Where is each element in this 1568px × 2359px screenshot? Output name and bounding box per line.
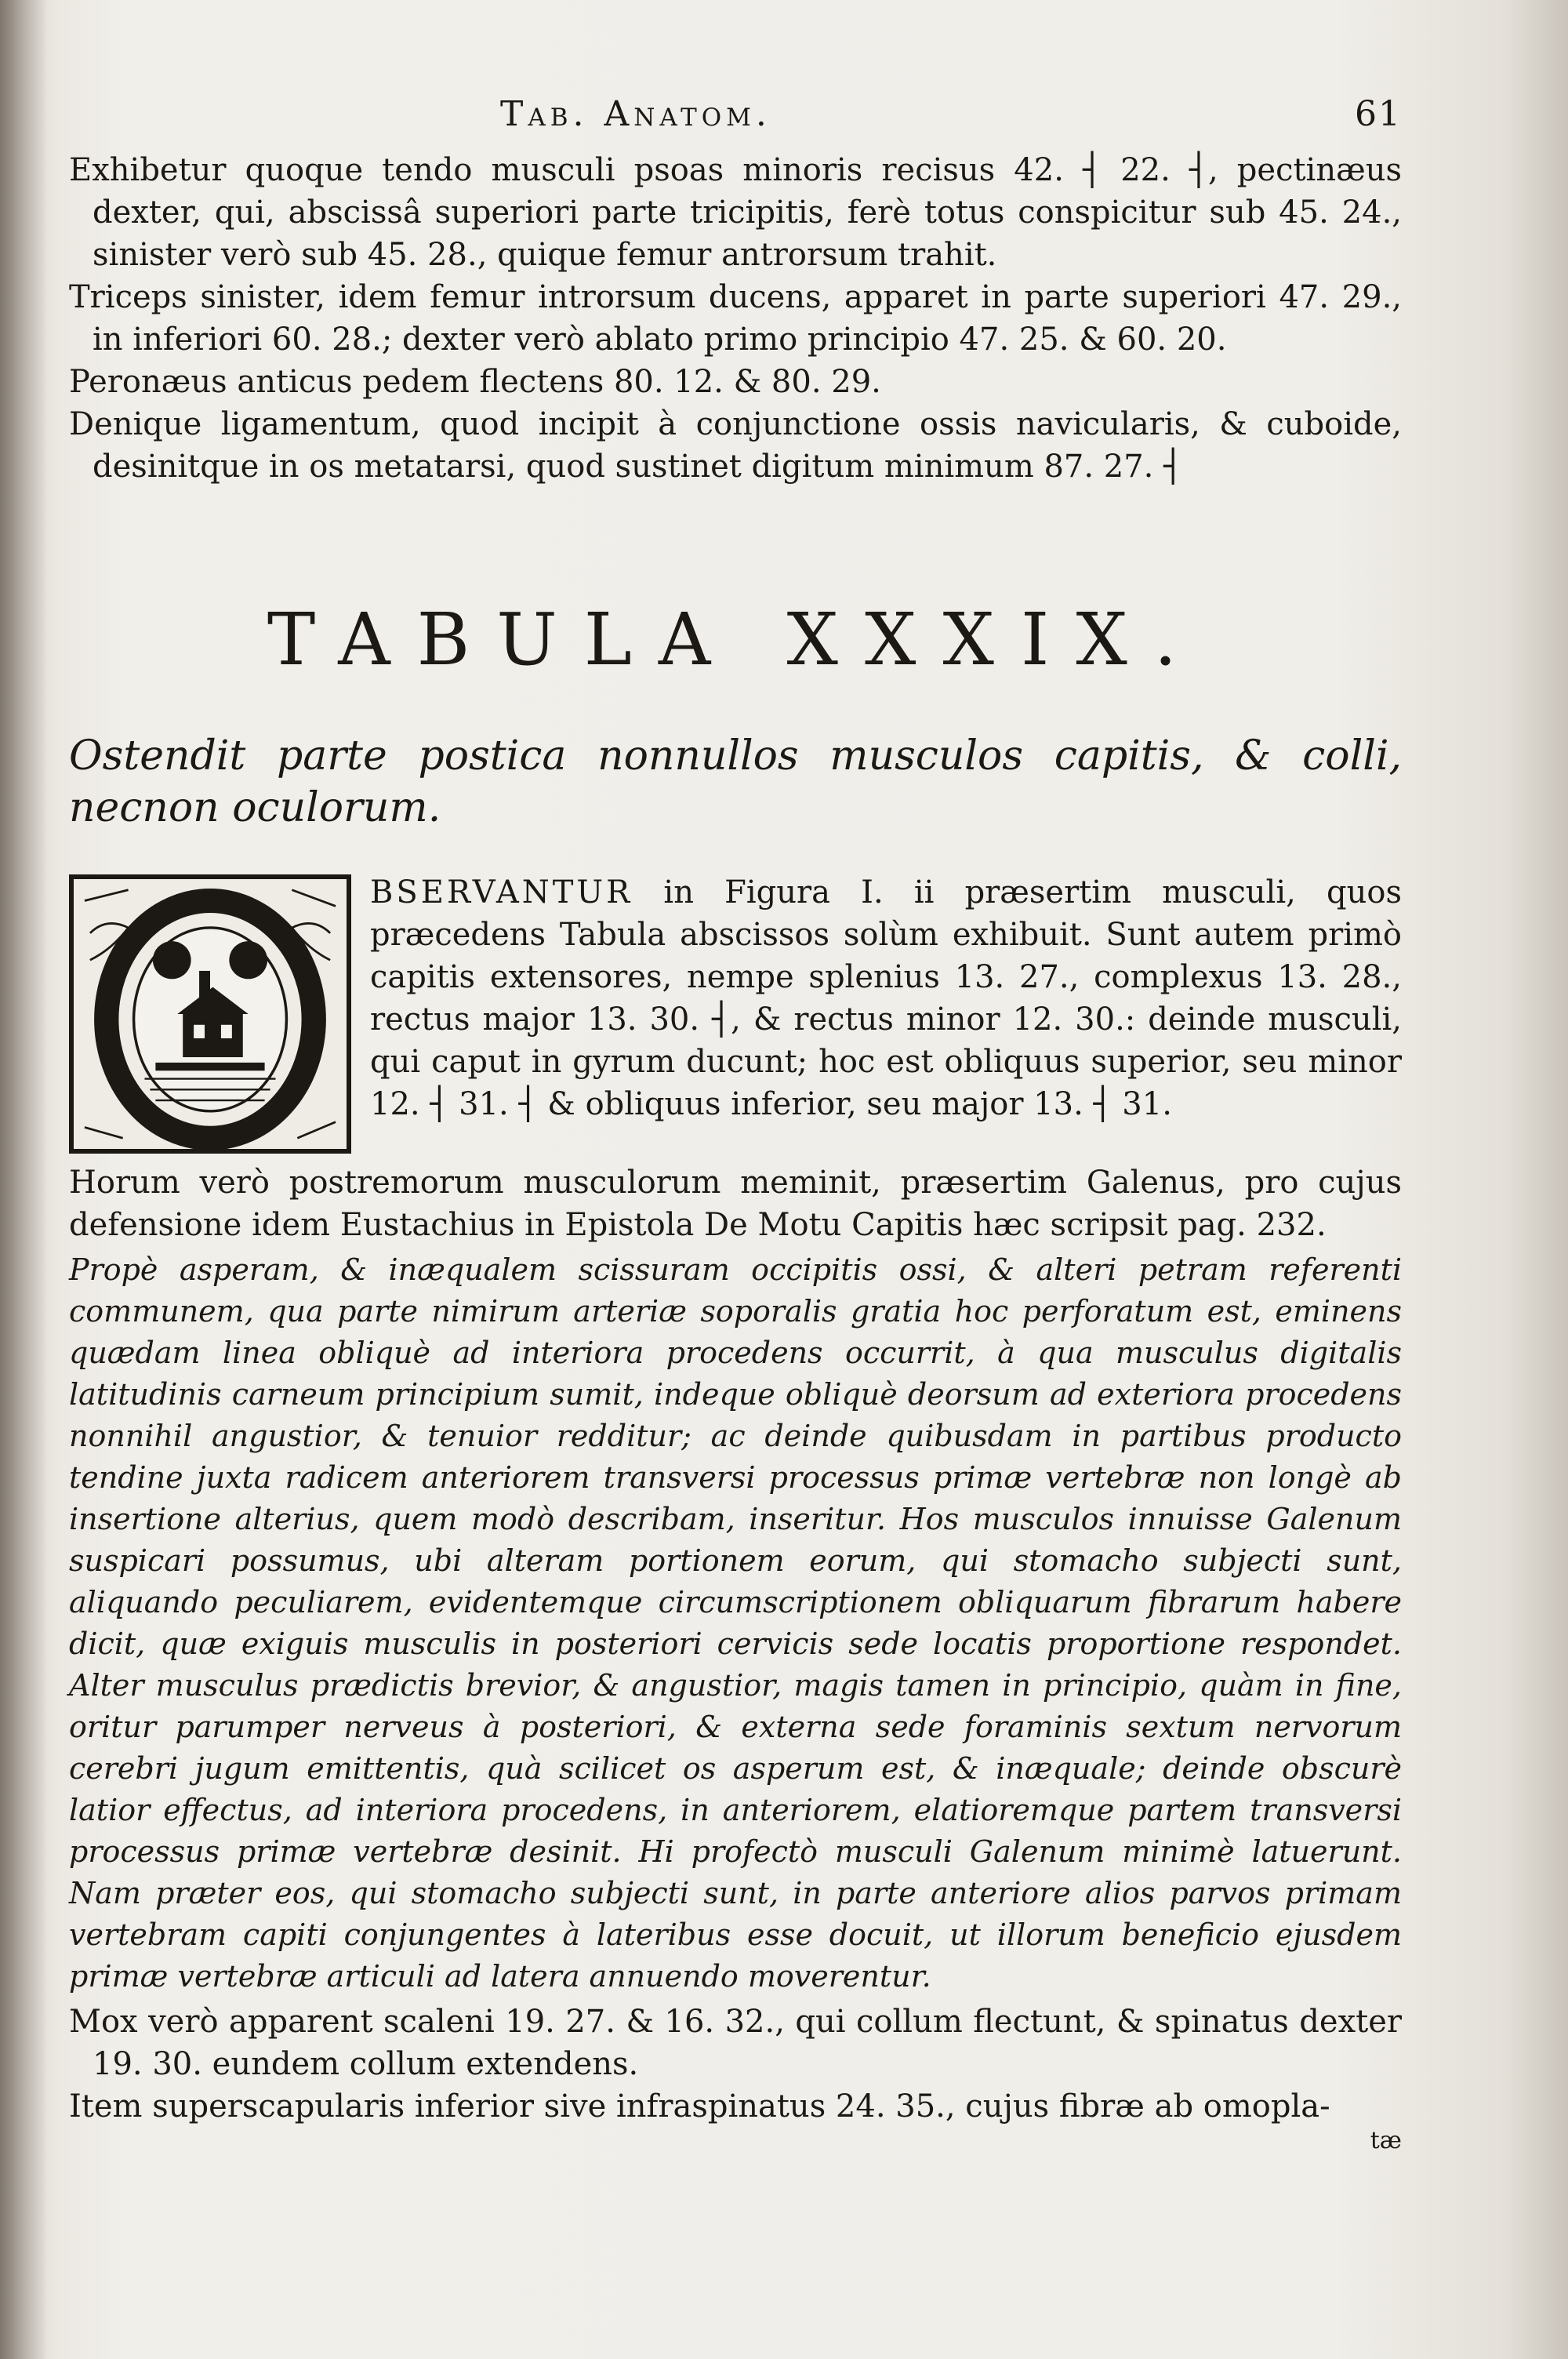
paragraph-triceps: Triceps sinister, idem femur introrsum ducens, apparet in parte superiori 47. 29., in inferiori 60. 28.; dexter verò ablato primo principio 47. 25. & 60. 20. (69, 279, 1402, 358)
gutter-shadow (0, 0, 47, 2359)
woodcut-initial-icon (69, 874, 351, 1154)
eustachius-quote: Propè asperam, & inæqualem scissuram occipitis ossi, & alteri petram referenti communem, qua parte nimirum arteriæ soporalis gratia hoc perforatum est, eminens quædam linea obliquè ad interiora procedens occurrit, à qua musculus digitalis latitudinis carneum principium sumit, indeque obliquè deorsum ad exteriora procedens nonnihil angustior, & tenuior redditur; ac deinde quibusdam in partibus producto tendine juxta radicem anteriorem transversi processus primæ vertebræ non longè ab insertione alterius, quem modò describam, inseritur. Hos musculos innuisse Galenum suspicari possumus, ubi alteram portionem eorum, qui stomacho subjecti sunt, aliquando peculiarem, evidentemque circumscriptionem obliquarum fibrarum habere dicit, quæ exiguis musculis in posteriori cervicis sede locatis proportione respondet. Alter musculus prædictis brevior, & angustior, magis tamen in principio, quàm in fine, oritur parumper nerveus à posteriori, & externa sede foraminis sextum nervorum cerebri jugum emittentis, quà scilicet os asperum est, & inæquale; deinde obscurè latior effectus, ad interiora procedens, in anteriorem, elatioremque partem transversi processus primæ vertebræ desinit. Hi profectò musculi Galenum minimè latuerunt. Nam præter eos, qui stomacho subjecti sunt, in parte anteriore alios parvos primam vertebram capiti conjungentes à lateribus esse docuit, ut illorum beneficio ejusdem primæ vertebræ articuli ad latera annuendo moverentur. (69, 1252, 1402, 1994)
plate-title: TABULA XXXIX. (267, 598, 1204, 682)
paragraph-peronaeus: Peronæus anticus pedem flectens 80. 12. & 80. 29. (69, 364, 881, 400)
after-paragraphs (69, 2001, 1402, 2128)
paragraph-exhibetur: Exhibetur quoque tendo musculi psoas minoris recisus 42. ┤ 22. ┤, pectinæus dexter, qui, abscissâ superiori parte tricipitis, ferè totus conspicitur sub 45. 24., sinister verò sub 45. 28., quique femur antrorsum trahit. (69, 152, 1402, 273)
page-content (69, 78, 1402, 2154)
paragraph-item: Item superscapularis inferior sive infraspinatus 24. 35., cujus fibræ ab omopla- (69, 2088, 1330, 2125)
intro-text: in Figura I. ii præsertim musculi, quos præcedens Tabula abscissos solùm exhibuit. Sunt autem primò capitis extensores, nempe splenius 13. 27., complexus 13. 28., rectus major 13. 30. ┤, & rectus minor 12. 30.: deinde musculi, qui caput in gyrum ducunt; hoc est obliquus superior, seu minor 12. ┤ 31. ┤ & obliquus inferior, seu major 13. ┤ 31. (370, 874, 1402, 1122)
running-head-title: Tab. Anatom. (500, 94, 771, 134)
paragraph-mox: Mox verò apparent scaleni 19. 27. & 16. 32., qui collum flectunt, & spinatus dexter 19. 30. eundem collum extendens. (69, 2003, 1402, 2082)
intro-block (69, 871, 1402, 1161)
page-number: 61 (1355, 94, 1402, 134)
intro-lead-word: BSERVANTUR (370, 874, 633, 911)
plate-subtitle: Ostendit parte postica nonnullos musculos capitis, & colli, necnon oculorum. (69, 732, 1402, 831)
running-head (69, 78, 1402, 149)
paragraph-denique: Denique ligamentum, quod incipit à conjunctione ossis navicularis, & cuboide, desinitque in os metatarsi, quod sustinet digitum minimum 87. 27. ┤ (69, 406, 1402, 485)
paragraph-horum: Horum verò postremorum musculorum meminit, præsertim Galenus, pro cujus defensione idem Eustachius in Epistola De Motu Capitis hæc scripsit pag. 232. (69, 1164, 1402, 1243)
top-paragraphs (69, 149, 1402, 488)
catchword: tæ (1370, 2126, 1402, 2154)
